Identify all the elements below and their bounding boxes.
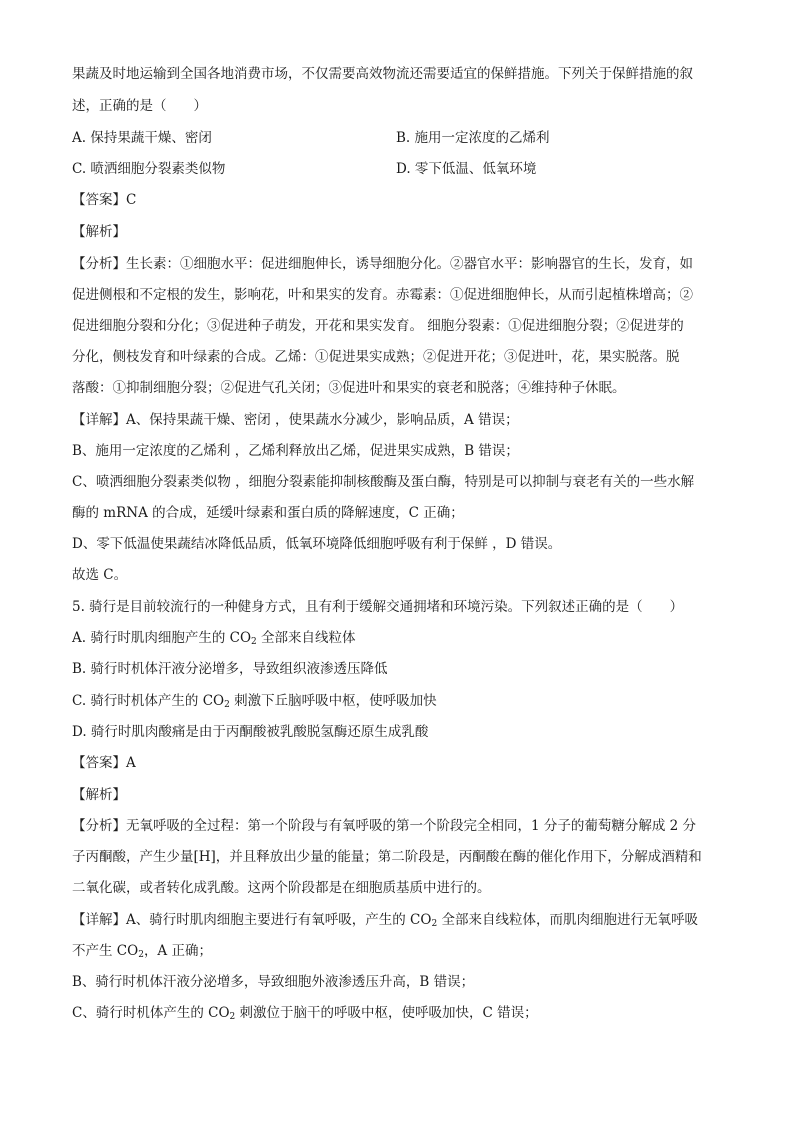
q5-xiangjie-line1: 【详解】A、骑行时肌肉细胞主要进行有氧呼吸，产生的 $CO_2$ 全部来自线粒体，而肌肉细胞进行无氧呼吸 — [72, 912, 698, 929]
q4-answer — [72, 190, 722, 210]
q4-fenxi-line2: 促进侧根和不定根的发生，影响花，叶和果实的发育。赤霉素：①促进细胞伸长，从而引起植株增高；② — [72, 287, 693, 303]
fenxi-tag: 【分析】 — [72, 256, 126, 272]
q4-fenxi-line3: 促进细胞分裂和分化；③促进种子萌发，开花和果实发育。 细胞分裂素：①促进细胞分裂；②促进芽的 — [72, 318, 684, 334]
q4-option-d: D. 零下低温、低氧环境 — [396, 161, 537, 177]
q4-xiangjie-line4: 酶的 mRNA 的合成，延缓叶绿素和蛋白质的降解速度，C 正确； — [72, 505, 464, 521]
answer-tag: 【答案】 — [72, 755, 126, 771]
xiangjie-tag: 【详解】 — [72, 412, 126, 428]
q5-option-c: C. 骑行时机体产生的 $CO_2$ 刺激下丘脑呼吸中枢，使呼吸加快 — [72, 693, 437, 710]
q4-stem-line1: 果蔬及时地运输到全国各地消费市场，不仅需要高效物流还需要适宜的保鲜措施。下列关于保鲜措施的叙 — [72, 66, 693, 82]
xiangjie-tag: 【详解】 — [72, 912, 126, 928]
q4-fenxi-line1: 【分析】生长素：①细胞水平：促进细胞伸长，诱导细胞分化。②器官水平：影响器官的生长，发育，如 — [72, 256, 693, 272]
answer-value: C — [126, 192, 137, 208]
q4-fenxi-line5: 落酸：①抑制细胞分裂；②促进气孔关闭；③促进叶和果实的衰老和脱落；④维持种子休眠。 — [72, 380, 626, 396]
q5-xiangjie-line3: B、骑行时机体汗液分泌增多，导致细胞外液渗透压升高，B 错误； — [72, 974, 475, 990]
q4-stem-line2: 述，正确的是（ ） — [72, 98, 207, 114]
q5-analysis-tag: 【解析】 — [72, 787, 126, 803]
q4-conclusion: 故选 C。 — [72, 567, 128, 583]
q5-option-d: D. 骑行时肌肉酸痛是由于丙酮酸被乳酸脱氢酶还原生成乳酸 — [72, 724, 429, 740]
answer-tag: 【答案】 — [72, 192, 126, 208]
q5-fenxi-line2: 子丙酮酸，产生少量[H]，并且释放出少量的能量；第二阶段是，丙酮酸在酶的催化作用下，分解成酒精和 — [72, 849, 702, 865]
q5-option-a: A. 骑行时肌肉细胞产生的 $CO_2$ 全部来自线粒体 — [72, 630, 356, 647]
q5-fenxi-line1: 【分析】无氧呼吸的全过程：第一个阶段与有氧呼吸的第一个阶段完全相同，1 分子的葡萄糖分解成 2 分 — [72, 818, 697, 834]
q4-option-a: A. 保持果蔬干燥、密闭 — [72, 130, 212, 146]
q5-stem: 5. 骑行是目前较流行的一种健身方式，且有利于缓解交通拥堵和环境污染。下列叙述正确的是（ ） — [72, 599, 684, 615]
q4-xiangjie-line3: C、喷洒细胞分裂素类似物 ，细胞分裂素能抑制核酸酶及蛋白酶，特别是可以抑制与衰老有关的一些水解 — [72, 474, 695, 490]
q4-fenxi-line4: 分化，侧枝发育和叶绿素的合成。乙烯：①促进果实成熟；②促进开花；③促进叶，花，果实脱落。脱 — [72, 349, 680, 365]
answer-value: A — [126, 755, 136, 771]
q4-xiangjie-line2: B、施用一定浓度的乙烯利 ，乙烯利释放出乙烯，促进果实成熟，B 错误； — [72, 443, 519, 459]
q5-fenxi-line3: 二氧化碳，或者转化成乳酸。这两个阶段都是在细胞质基质中进行的。 — [72, 880, 491, 896]
q5-xiangjie-line4: C、骑行时机体产生的 $CO_2$ 刺激位于脑干的呼吸中枢，使呼吸加快，C 错误； — [72, 1005, 538, 1022]
q5-xiangjie-line2: 不产生 $CO_2$，A 正确； — [72, 943, 212, 960]
q4-xiangjie-line5: D、零下低温使果蔬结冰降低品质，低氧环境降低细胞呼吸有利于保鲜 ，D 错误。 — [72, 536, 562, 552]
q5-option-b: B. 骑行时机体汗液分泌增多，导致组织液渗透压降低 — [72, 661, 388, 677]
fenxi-tag: 【分析】 — [72, 818, 126, 834]
q4-analysis-tag: 【解析】 — [72, 224, 126, 240]
q4-xiangjie-line1: 【详解】A、保持果蔬干燥、密闭 ，使果蔬水分减少，影响品质，A 错误； — [72, 412, 519, 428]
q4-option-b: B. 施用一定浓度的乙烯利 — [396, 130, 550, 146]
q4-option-c: C. 喷洒细胞分裂素类似物 — [72, 161, 226, 177]
q5-answer — [72, 753, 722, 773]
